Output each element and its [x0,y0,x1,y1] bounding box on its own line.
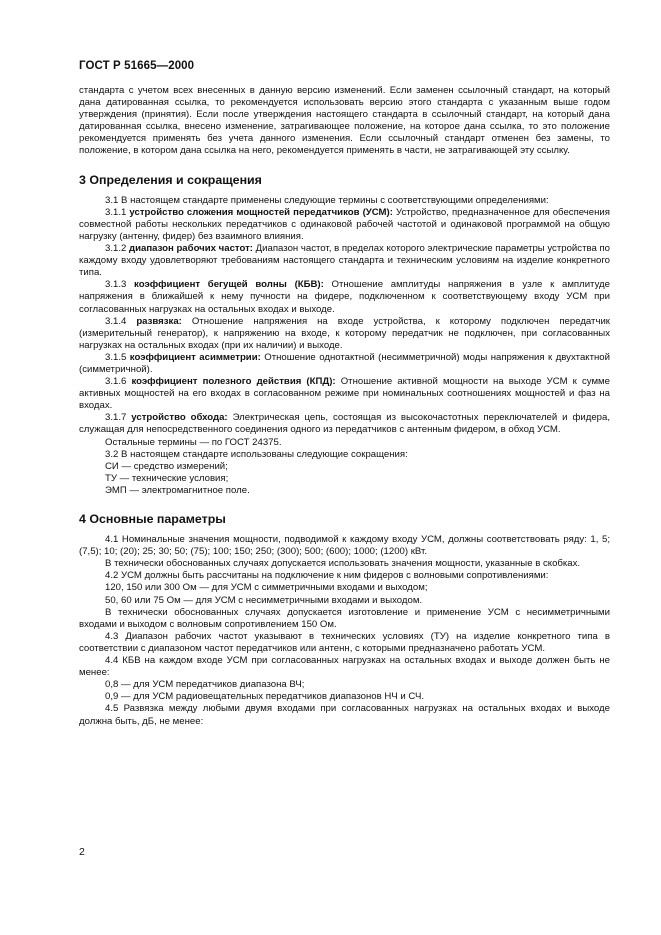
abbreviation-item: ЭМП — электромагнитное поле. [105,484,250,496]
definition-term: коэффициент асимметрии: [129,351,261,363]
para-3-1: 3.1 В настоящем стандарте применены следующие термины с соответствующими определениями: [105,194,549,206]
definition-3-1-5 [79,352,610,376]
definition-term: коэффициент бегущей волны (КБВ): [134,279,324,291]
para-4-2-note: В технически обоснованных случаях допускается изготовление и применение УСМ с несимметричными входами и выходом с волновым сопротивлением 150 Ом. [79,606,610,630]
definition-number: 3.1.1 [105,206,130,218]
para-4-2-item: 120, 150 или 300 Ом — для УСМ с симметричными входами и выходом; [105,582,428,594]
definition-number: 3.1.7 [105,412,132,424]
definition-3-1-2 [79,243,610,279]
definition-number: 3.1.2 [105,243,130,255]
definition-text: Устройство, предназначенное для обеспечения совместной работы нескольких передатчиков с одинаковой рабочей частотой и одинаковой программой на общую нагрузку (антенну, фидер) без взаимного влияния. [79,206,610,242]
para-3-2: 3.2 В настоящем стандарте использованы следующие сокращения: [105,448,408,460]
definition-text: Электрическая цепь, состоящая из высокочастотных переключателей и фидера, служащая для непосредственного соединения одного из передатчиков с антенным фидером, в обход УСМ. [79,412,610,436]
definition-number: 3.1.6 [105,376,132,388]
definition-text: Отношение однотактной (несимметричной) моды напряжения к двухтактной (симметричной). [79,351,610,375]
para-4-2: 4.2 УСМ должны быть рассчитаны на подключение к ним фидеров с волновыми сопротивлениями: [105,570,549,582]
definition-text: Отношение напряжения на входе устройства, к которому подключен передатчик (измерительный генератор), к напряжению на входе, к которому передатчик не подключен, при согласованных нагрузках на остальных входах (при их наличии) и выходе. [79,315,610,351]
definition-term: устройство сложения мощностей передатчиков (УСМ): [129,206,393,218]
definition-3-1-3 [79,279,610,315]
para-4-2-item: 50, 60 или 75 Ом — для УСМ с несимметричными входами и выходом. [105,594,423,606]
abbreviation-item: ТУ — технические условия; [105,472,229,484]
definition-number: 3.1.4 [105,315,137,327]
definition-text: Отношение амплитуды напряжения в узле к амплитуде напряжения в ближайшей к нему пучности на фидере, подключенном к соответствующему входу УСМ при согласованных нагрузках на остальных входах и выходе. [79,279,610,315]
definition-term: диапазон рабочих частот: [129,243,253,255]
definition-number: 3.1.3 [105,279,135,291]
definition-text: Отношение активной мощности на выходе УСМ к сумме активных мощностей на его входах в согласованном режиме при номинальных соотношениях мощностей и фаз на входах. [79,376,610,412]
definition-text: Диапазон частот, в пределах которого электрические параметры устройства по каждому входу удовлетворяют требованиям настоящего стандарта и техническим условиям на изделие конкретного типа. [79,243,610,279]
definition-number: 3.1.5 [105,351,130,363]
para-4-4-item: 0,8 — для УСМ передатчиков диапазона ВЧ; [105,679,305,691]
para-4-5: 4.5 Развязка между любыми двумя входами при согласованных нагрузках на остальных входах и выходе должна быть, дБ, не менее: [79,703,610,727]
definition-term: развязка: [136,315,182,327]
para-4-4-item: 0,9 — для УСМ радиовещательных передатчиков диапазонов НЧ и СЧ. [105,691,425,703]
intro-paragraph: стандарта с учетом всех внесенных в данную версию изменений. Если заменен ссылочный стандарт, на который дана датированная ссылка, то рекомендуется использовать версию этого стандарта с указанным выше годом утверждения (принятия). Если после утверждения настоящего стандарта в ссылочный стандарт, на который дана датированная ссылка, внесено изменение, затрагивающее положение, на которое дана ссылка, то это положение рекомендуется применять без учета данного изменения. Если ссылочный стандарт отменен без замены, то положение, в котором дана ссылка на него, рекомендуется применять в части, не затрагивающей эту ссылку. [79,85,610,157]
definition-3-1-7 [79,412,610,436]
other-terms-note: Остальные термины — по ГОСТ 24375. [105,436,282,448]
section-4-heading: 4 Основные параметры [79,512,226,526]
abbreviation-item: СИ — средство измерений; [105,460,228,472]
definition-term: коэффициент полезного действия (КПД): [131,376,336,388]
page-content [79,85,610,728]
para-4-3: 4.3 Диапазон рабочих частот указывают в технических условиях (ТУ) на изделие конкретного типа в соответствии с диапазоном частот передатчиков или антенн, с которыми предназначено работать УСМ. [79,630,610,654]
document-header: ГОСТ Р 51665—2000 [79,60,195,72]
definition-3-1-6 [79,376,610,412]
definition-3-1-4 [79,316,610,352]
para-4-1: 4.1 Номинальные значения мощности, подводимой к каждому входу УСМ, должны соответствовать ряду: 1, 5; (7,5); 10; (20); 25; 30; 50; (75); 100; 150; 250; (300); 500; (600); 1000; (1200) кВт. [79,534,610,558]
definition-3-1-1 [79,207,610,243]
para-4-1-note: В технически обоснованных случаях допускается использовать значения мощности, указанные в скобках. [105,558,581,570]
page-number: 2 [79,846,85,858]
section-3-heading: 3 Определения и сокращения [79,172,262,187]
definition-term: устройство обхода: [131,412,228,424]
para-4-4: 4.4 КБВ на каждом входе УСМ при согласованных нагрузках на остальных входах и выходе должен быть не менее: [79,655,610,679]
